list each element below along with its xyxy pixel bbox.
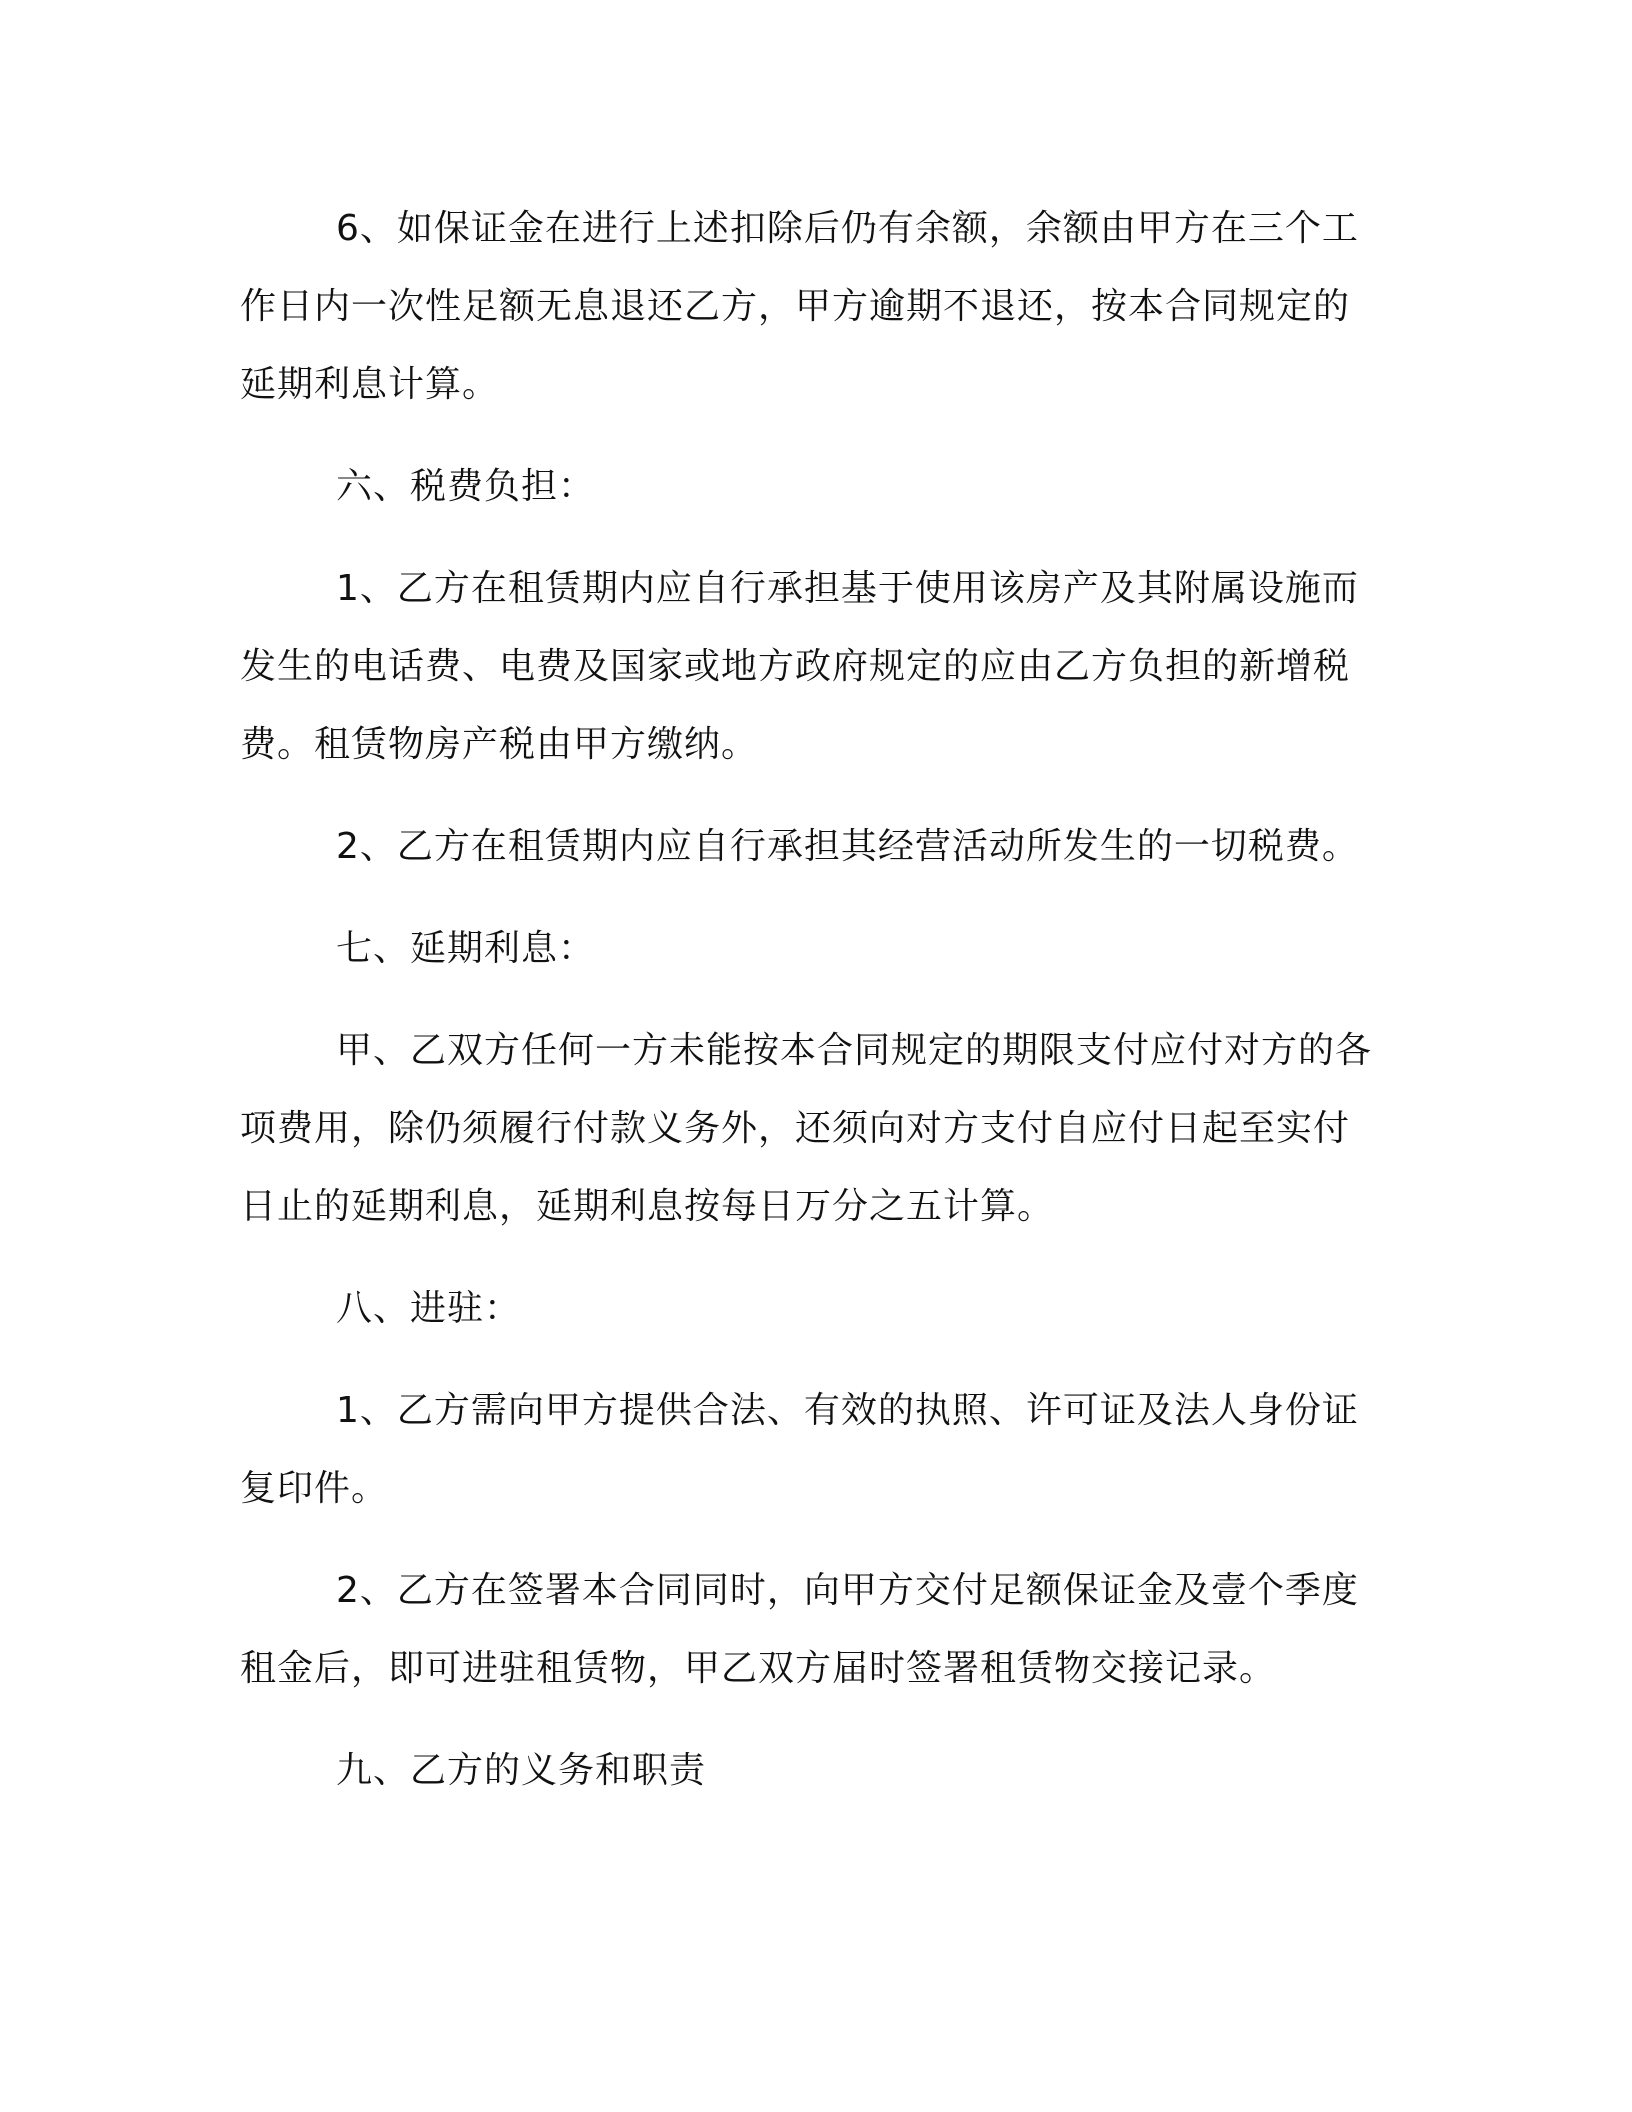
paragraph-deposit-refund: 6、如保证金在进行上述扣除后仍有余额，余额由甲方在三个工作日内一次性足额无息退还乙方，甲方逾期不退还，按本合同规定的延期利息计算。: [240, 208, 1359, 405]
paragraph-tax-2: 2、乙方在租赁期内应自行承担其经营活动所发生的一切税费。: [336, 826, 1359, 867]
paragraph-move-in-1: 1、乙方需向甲方提供合法、有效的执照、许可证及法人身份证复印件。: [240, 1390, 1359, 1509]
paragraph-move-in-2: 2、乙方在签署本合同同时，向甲方交付足额保证金及壹个季度租金后，即可进驻租赁物，甲乙双方届时签署租赁物交接记录。: [240, 1570, 1359, 1689]
section-heading-tax: 六、税费负担：: [336, 466, 596, 507]
paragraph-late-interest: 甲、乙双方任何一方未能按本合同规定的期限支付应付对方的各项费用，除仍须履行付款义务外，还须向对方支付自应付日起至实付日止的延期利息，延期利息按每日万分之五计算。: [240, 1030, 1373, 1227]
document-body: [240, 190, 1380, 1834]
section-heading-late-interest: 七、延期利息：: [336, 928, 596, 969]
section-heading-move-in: 八、进驻：: [336, 1288, 522, 1329]
paragraph-tax-1: 1、乙方在租赁期内应自行承担基于使用该房产及其附属设施而发生的电话费、电费及国家或地方政府规定的应由乙方负担的新增税费。租赁物房产税由甲方缴纳。: [240, 568, 1359, 765]
section-heading-obligations: 九、乙方的义务和职责: [336, 1750, 707, 1791]
